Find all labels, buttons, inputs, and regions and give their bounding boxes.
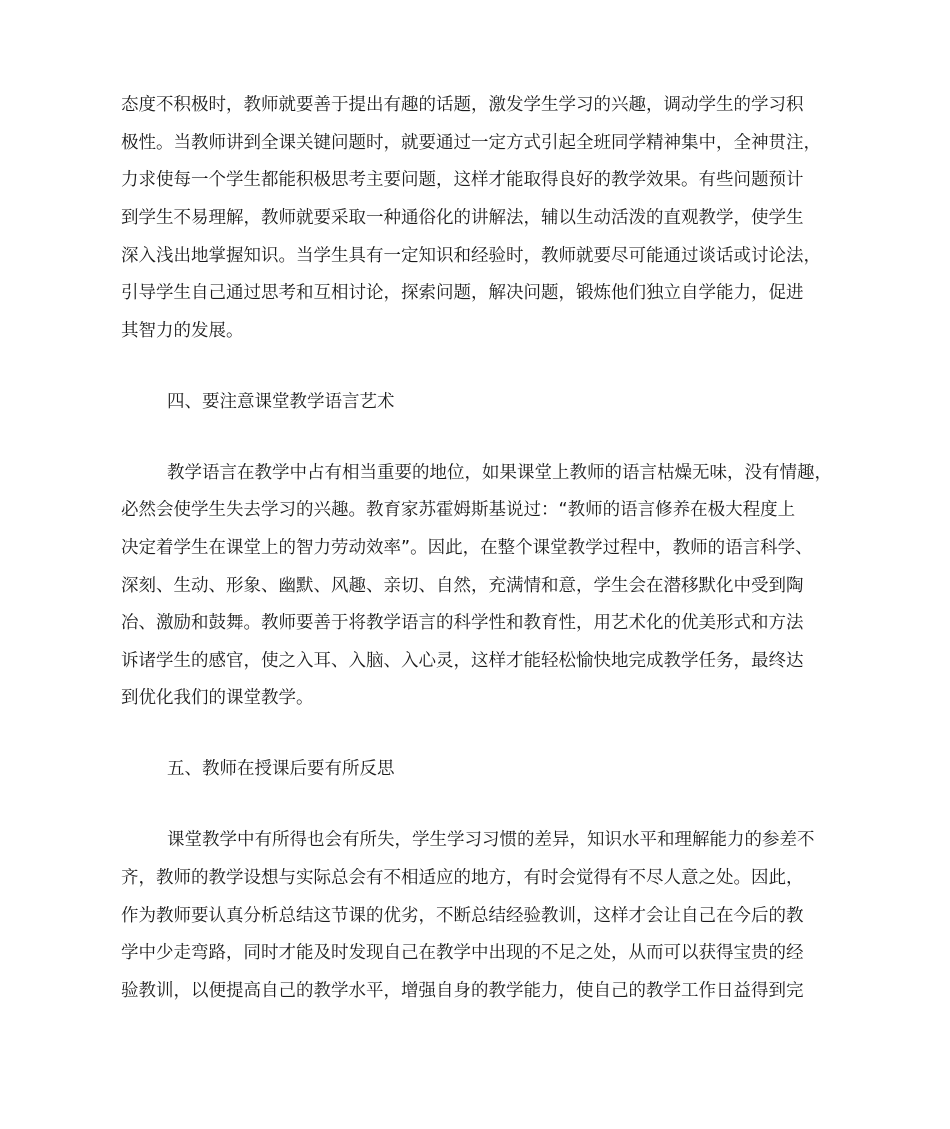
paragraph-line: 作为教师要认真分析总结这节课的优劣，不断总结经验教训，这样才会让自己在今后的教 (121, 906, 804, 926)
paragraph-line: 冶、激励和鼓舞。教师要善于将教学语言的科学性和教育性，用艺术化的优美形式和方法 (121, 613, 804, 633)
paragraph-line: 力求使每一个学生都能积极思考主要问题，这样才能取得良好的教学效果。有些问题预计 (121, 170, 804, 190)
paragraph-line: 决定着学生在课堂上的智力劳动效率”。因此，在整个课堂教学过程中，教师的语言科学、 (121, 538, 813, 558)
paragraph-line: 极性。当教师讲到全课关键问题时，就要通过一定方式引起全班同学精神集中，全神贯注， (121, 133, 821, 153)
paragraph-line: 深入浅出地掌握知识。当学生具有一定知识和经验时，教师就要尽可能通过谈话或讨论法， (121, 246, 821, 266)
paragraph-line: 引导学生自己通过思考和互相讨论，探索问题，解决问题，锻炼他们独立自学能力，促进 (121, 283, 804, 303)
paragraph-line: 到优化我们的课堂教学。 (121, 688, 314, 708)
paragraph-line: 其智力的发展。 (121, 321, 244, 341)
paragraph-line: 验教训，以便提高自己的教学水平，增强自身的教学能力，使自己的教学工作日益得到完 (121, 981, 804, 1001)
section-heading-4: 四、要注意课堂教学语言艺术 (167, 392, 395, 412)
paragraph-line: 齐，教师的教学设想与实际总会有不相适应的地方，有时会觉得有不尽人意之处。因此， (121, 868, 804, 888)
paragraph-line: 态度不积极时，教师就要善于提出有趣的话题，激发学生学习的兴趣，调动学生的学习积 (121, 95, 804, 115)
paragraph-line: 到学生不易理解，教师就要采取一种通俗化的讲解法，辅以生动活泼的直观教学，使学生 (121, 208, 804, 228)
paragraph-line: 学中少走弯路，同时才能及时发现自己在教学中出现的不足之处，从而可以获得宝贵的经 (121, 943, 804, 963)
paragraph-line: 诉诸学生的感官，使之入耳、入脑、入心灵，这样才能轻松愉快地完成教学任务，最终达 (121, 651, 804, 671)
section-heading-5: 五、教师在授课后要有所反思 (167, 759, 395, 779)
paragraph-line: 课堂教学中有所得也会有所失，学生学习习惯的差异，知识水平和理解能力的参差不 (167, 830, 815, 850)
paragraph-line: 深刻、生动、形象、幽默、风趣、亲切、自然，充满情和意，学生会在潜移默化中受到陶 (121, 576, 804, 596)
paragraph-line: 教学语言在教学中占有相当重要的地位，如果课堂上教师的语言枯燥无味，没有情趣， (167, 463, 832, 483)
paragraph-line: 必然会使学生失去学习的兴趣。教育家苏霍姆斯基说过：“教师的语言修养在极大程度上 (121, 500, 796, 520)
